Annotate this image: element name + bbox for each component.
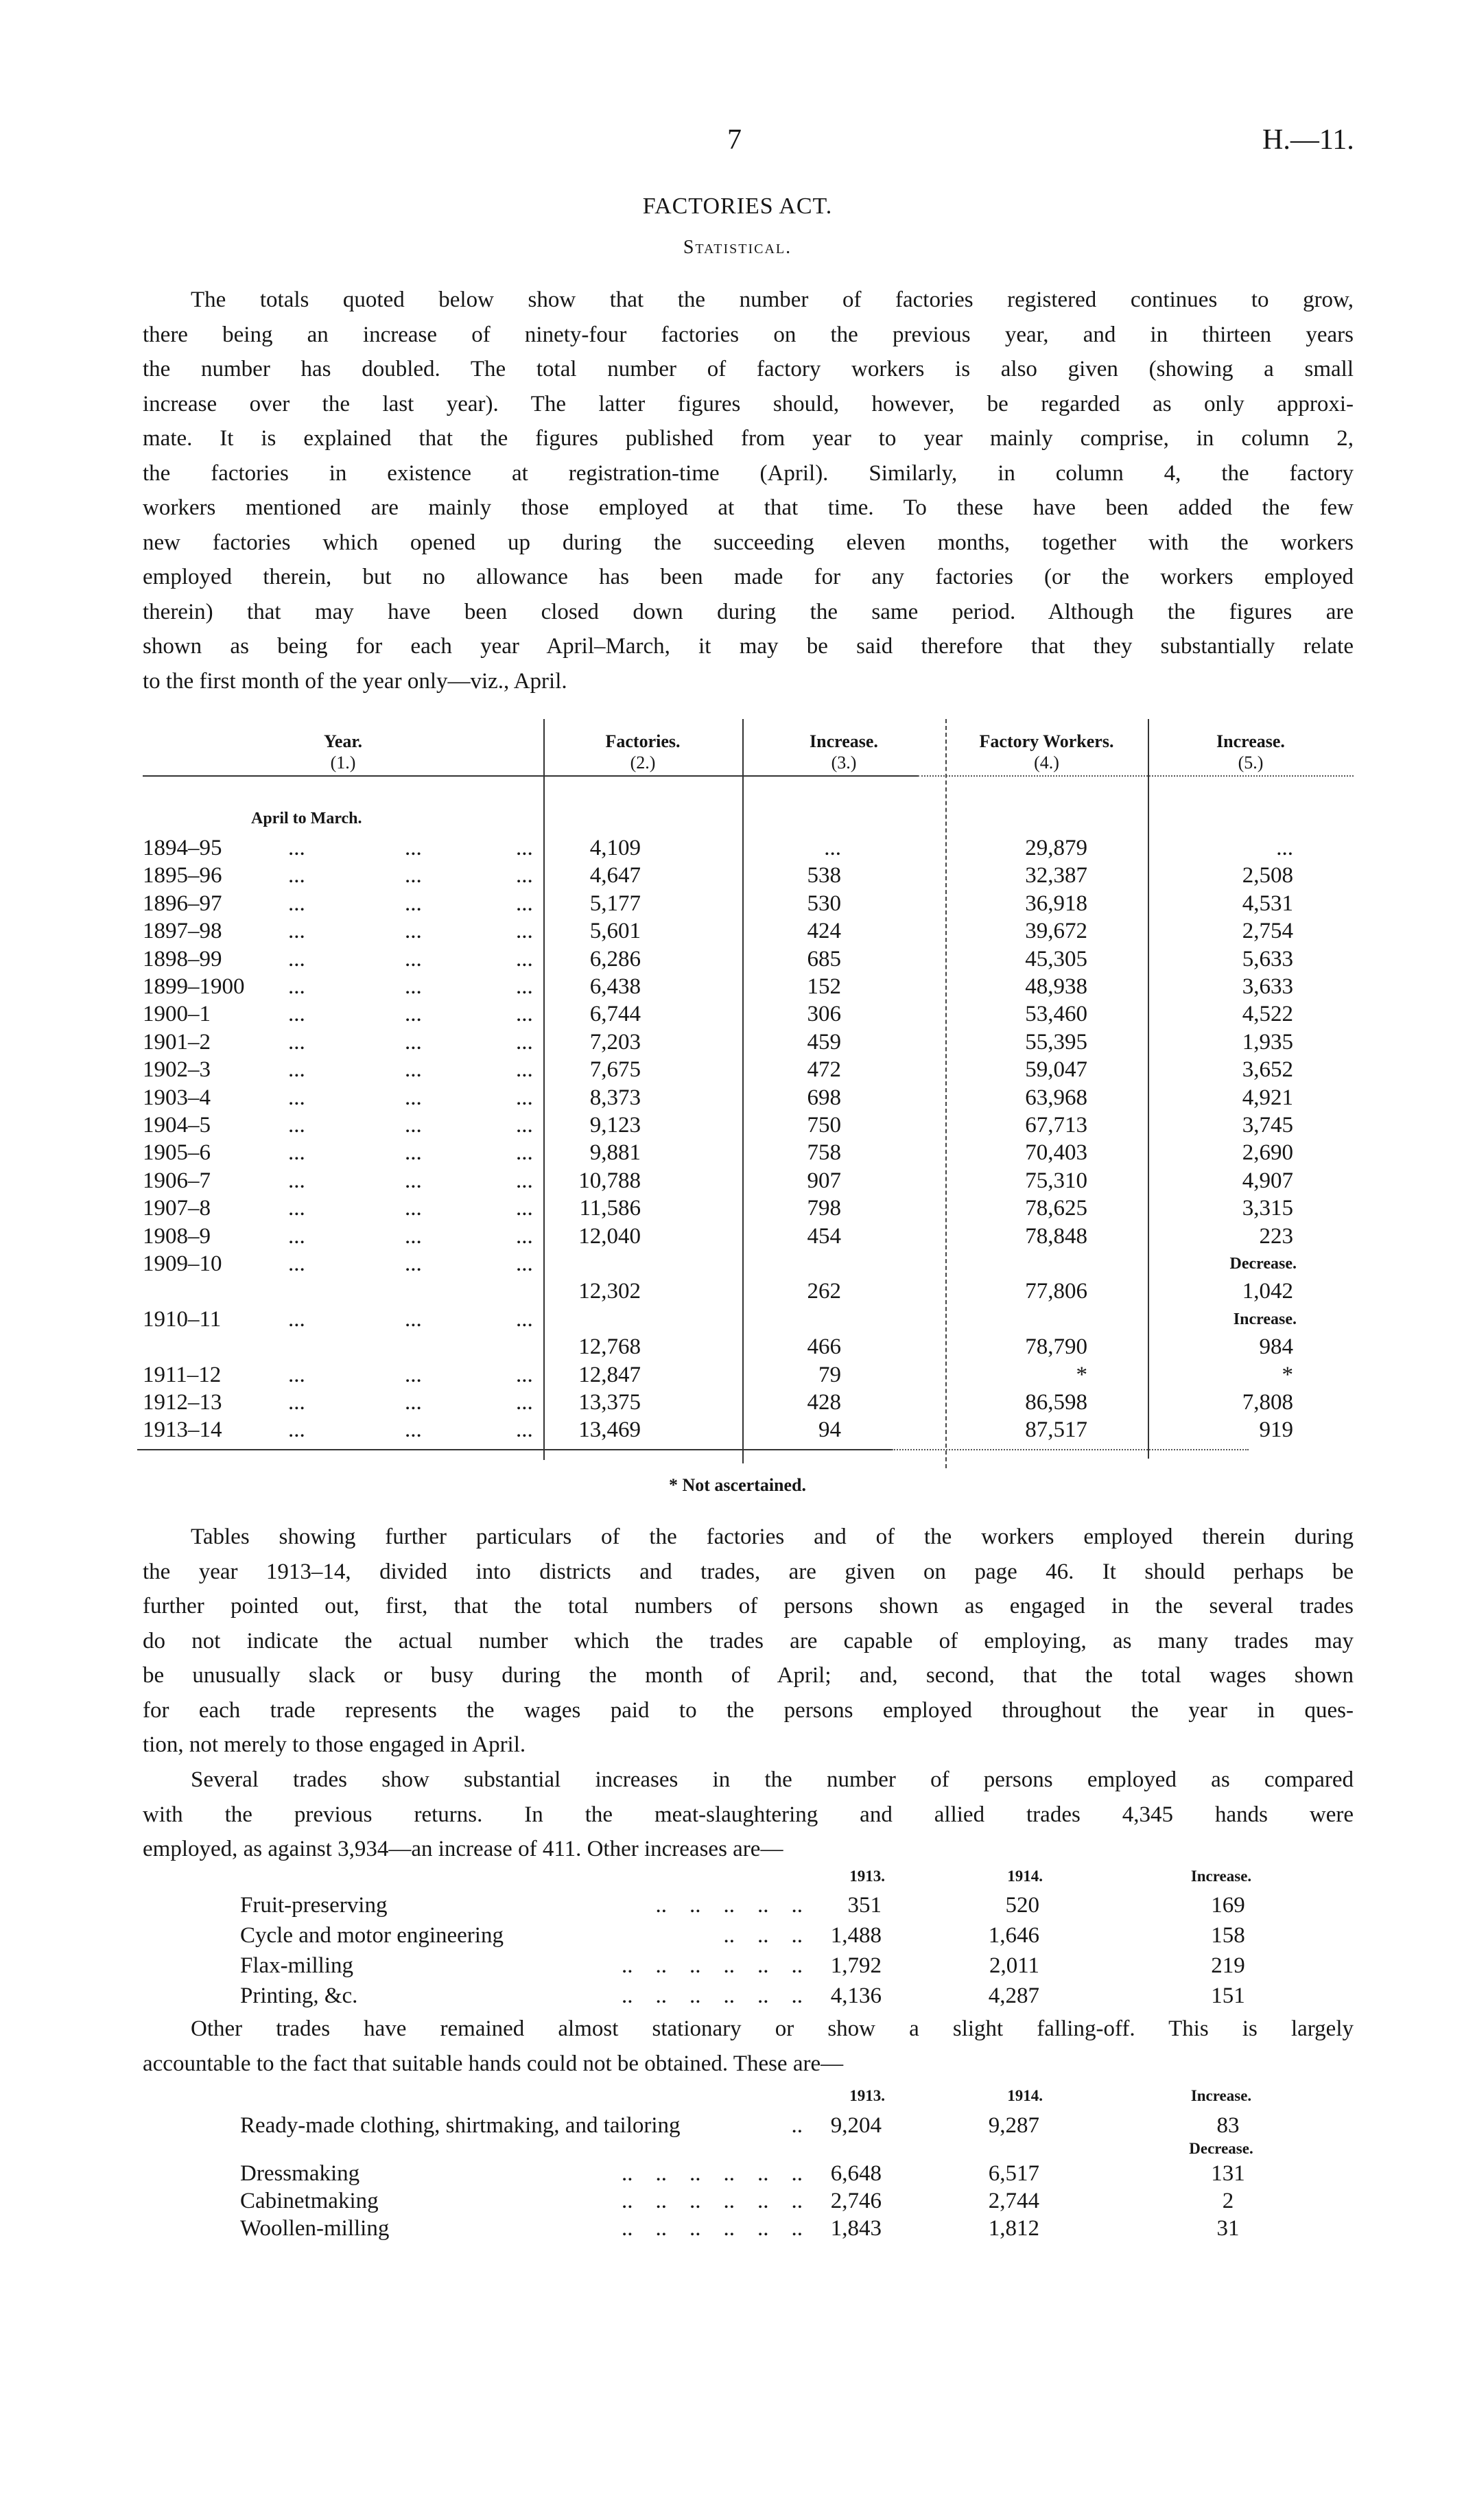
year-cell: 1898–99 (143, 946, 222, 972)
increase-cell: 262 (807, 1279, 841, 1304)
year-cell: 1905–6 (143, 1140, 211, 1166)
increase-cell: ... (824, 836, 841, 860)
leader-dots: ... (405, 1362, 422, 1387)
text-line: workers mentioned are mainly those employed at that time. To these have been added the few (143, 495, 1354, 520)
workers-cell: 55,395 (1025, 1029, 1087, 1055)
workers-change-cell: 3,745 (1242, 1113, 1293, 1138)
leader-dots: ... (405, 919, 422, 944)
workers-cell: 67,713 (1025, 1113, 1087, 1138)
leader-dots: ... (288, 863, 305, 888)
value-1914: 9,287 (988, 2113, 1039, 2138)
text-line: the year 1913–14, divided into districts and trades, are given on page 46. It should perhaps be (143, 1559, 1354, 1584)
factories-cell: 7,675 (589, 1057, 641, 1083)
text-line: be unusually slack or busy during the month of April; and, second, that the total wages shown (143, 1663, 1354, 1688)
leader-dots: ... (288, 1251, 305, 1276)
trade-row (240, 2187, 1338, 2215)
leader-dots: .. .. .. .. .. .. (622, 2189, 803, 2213)
value-1913: 351 (847, 1893, 882, 1918)
year-cell: 1909–10 (143, 1251, 222, 1276)
leader-dots: ... (516, 1362, 533, 1387)
leader-dots: .. .. .. (723, 1923, 803, 1948)
increase-cell: 94 (818, 1417, 841, 1443)
workers-change-cell: 2,690 (1242, 1140, 1293, 1166)
text-line: the number has doubled. The total number of factory workers is also given (showing a small (143, 357, 1354, 381)
factories-cell: 5,177 (589, 891, 641, 916)
leader-dots: ... (405, 946, 422, 972)
text-line: employed therein, but no allowance has been made for any factories (or the workers employed (143, 565, 1354, 589)
value-1913: 1,488 (830, 1923, 882, 1948)
leader-dots: ... (516, 1417, 533, 1443)
factories-cell: 12,768 (578, 1334, 641, 1360)
second-paragraph (143, 1520, 1354, 1763)
value-1914: 1,812 (988, 2216, 1039, 2241)
leader-dots: ... (405, 1168, 422, 1193)
change-value: 131 (1211, 2161, 1245, 2186)
value-1913: 9,204 (830, 2113, 882, 2138)
increase-cell: 152 (807, 974, 841, 999)
text-line: accountable to the fact that suitable hands could not be obtained. These are— (143, 2051, 844, 2076)
workers-cell: * (1076, 1362, 1087, 1387)
workers-change-cell: 4,522 (1242, 1002, 1293, 1027)
text-line: Other trades have remained almost stationary or show a slight falling-off. This is largely (191, 2016, 1354, 2041)
factories-cell: 7,203 (589, 1029, 641, 1055)
year-cell: 1913–14 (143, 1417, 222, 1443)
leader-dots: ... (516, 1057, 533, 1083)
leader-dots: ... (516, 863, 533, 888)
text-line: tion, not merely to those engaged in April. (143, 1732, 526, 1757)
trade-row (240, 1890, 1338, 1920)
column-number: (2.) (630, 753, 656, 773)
leader-dots: ... (405, 1085, 422, 1110)
leader-dots: ... (405, 1057, 422, 1083)
change-value: 158 (1211, 1923, 1245, 1948)
year-cell: 1897–98 (143, 919, 222, 944)
increase-cell: 428 (807, 1390, 841, 1415)
leader-dots: ... (405, 891, 422, 916)
trade-name: Dressmaking (240, 2161, 360, 2186)
leader-dots: ... (516, 1113, 533, 1138)
column-number: (1.) (330, 753, 356, 773)
leader-dots: ... (405, 1223, 422, 1249)
workers-cell: 78,848 (1025, 1223, 1087, 1249)
change-note: Increase. (1233, 1310, 1297, 1328)
text-line: to the first month of the year only—viz., April. (143, 668, 567, 694)
value-1913: 4,136 (830, 1983, 882, 2008)
leader-dots: ... (516, 1223, 533, 1249)
text-line: do not indicate the actual number which the trades are capable of employing, as many trades may (143, 1628, 1354, 1653)
section-subtitle: Statistical. (683, 237, 792, 258)
text-line: therein) that may have been closed down during the same period. Although the figures are (143, 599, 1354, 624)
leader-dots: .. .. .. .. .. .. (622, 2161, 803, 2186)
workers-cell: 39,672 (1025, 919, 1087, 944)
workers-change-cell: 3,315 (1242, 1196, 1293, 1221)
page-number: 7 (727, 124, 742, 156)
trade-row (240, 2112, 1338, 2139)
leader-dots: ... (405, 1417, 422, 1443)
trade-name: Fruit-preserving (240, 1893, 388, 1918)
workers-cell: 75,310 (1025, 1168, 1087, 1193)
factories-cell: 6,744 (589, 1002, 641, 1027)
change-value: 83 (1216, 2113, 1240, 2138)
year-cell: 1904–5 (143, 1113, 211, 1138)
leader-dots: ... (288, 1029, 305, 1055)
factories-cell: 12,847 (578, 1362, 641, 1387)
text-line: employed, as against 3,934—an increase of 411. Other increases are— (143, 1837, 783, 1861)
factories-cell: 6,438 (589, 974, 641, 999)
leader-dots: ... (516, 1140, 533, 1166)
column-header: 1913. (849, 1868, 885, 1885)
factories-cell: 6,286 (589, 946, 641, 972)
trade-row (240, 2215, 1338, 2242)
year-cell: 1912–13 (143, 1390, 222, 1415)
leader-dots: ... (405, 1196, 422, 1221)
leader-dots: ... (516, 1085, 533, 1110)
value-1914: 1,646 (988, 1923, 1039, 1948)
leader-dots: ... (405, 836, 422, 860)
leader-dots: ... (288, 1057, 305, 1083)
year-cell: 1900–1 (143, 1002, 211, 1027)
factories-cell: 12,040 (578, 1223, 641, 1249)
column-header: Increase. (1190, 2087, 1252, 2104)
workers-cell: 63,968 (1025, 1085, 1087, 1110)
leader-dots: ... (288, 1085, 305, 1110)
column-header: 1913. (849, 2087, 885, 2104)
increase-cell: 306 (807, 1002, 841, 1027)
value-1914: 4,287 (988, 1983, 1039, 2008)
intro-paragraph (143, 283, 1354, 698)
increase-cell: 466 (807, 1334, 841, 1360)
column-header: Increase. (1216, 731, 1285, 751)
year-cell: 1894–95 (143, 836, 222, 860)
factories-cell: 13,469 (578, 1417, 641, 1443)
change-value: 2 (1222, 2189, 1234, 2213)
workers-cell: 45,305 (1025, 946, 1087, 972)
text-line: there being an increase of ninety-four factories on the previous year, and in thirteen years (143, 322, 1354, 347)
increase-cell: 538 (807, 863, 841, 888)
increase-cell: 424 (807, 919, 841, 944)
leader-dots: ... (288, 891, 305, 916)
trade-row (240, 2160, 1338, 2187)
third-paragraph (143, 1763, 1354, 1867)
trade-name: Cabinetmaking (240, 2189, 379, 2213)
text-line: further pointed out, first, that the total numbers of persons shown as engaged in the several trades (143, 1594, 1354, 1618)
leader-dots: ... (405, 863, 422, 888)
workers-change-cell: 4,531 (1242, 891, 1293, 916)
header-rule (143, 775, 918, 777)
leader-dots: ... (516, 1196, 533, 1221)
leader-dots: .. .. .. .. .. .. (622, 1953, 803, 1978)
value-1913: 1,792 (830, 1953, 882, 1978)
workers-cell: 78,790 (1025, 1334, 1087, 1360)
leader-dots: ... (405, 1251, 422, 1276)
workers-cell: 87,517 (1025, 1417, 1087, 1443)
workers-change-cell: 5,633 (1242, 946, 1293, 972)
trade-name: Woollen-milling (240, 2216, 390, 2241)
year-cell: 1911–12 (143, 1362, 222, 1387)
leader-dots: ... (288, 1002, 305, 1027)
leader-dots: ... (516, 1306, 533, 1332)
leader-dots: ... (516, 1002, 533, 1027)
column-header: 1914. (1007, 2087, 1043, 2104)
increase-cell: 685 (807, 946, 841, 972)
fourth-paragraph (143, 2012, 1354, 2081)
leader-dots: ... (405, 1306, 422, 1332)
workers-cell: 36,918 (1025, 891, 1087, 916)
year-cell: 1899–1900 (143, 974, 245, 999)
section-title: FACTORIES ACT. (642, 193, 833, 219)
leader-dots: ... (288, 1390, 305, 1415)
workers-change-cell: 1,042 (1242, 1279, 1293, 1304)
workers-change-cell: 919 (1259, 1417, 1293, 1443)
increase-cell: 758 (807, 1140, 841, 1166)
workers-cell: 48,938 (1025, 974, 1087, 999)
leader-dots: ... (516, 1390, 533, 1415)
value-1914: 2,744 (988, 2189, 1039, 2213)
text-line: for each trade represents the wages paid to the persons employed throughout the year in ques- (143, 1697, 1354, 1723)
leader-dots: ... (405, 974, 422, 999)
leader-dots: ... (516, 946, 533, 972)
workers-cell: 29,879 (1025, 836, 1087, 860)
column-header: Factories. (605, 731, 681, 751)
column-header: Increase. (1190, 1868, 1252, 1885)
change-value: 219 (1211, 1953, 1245, 1978)
value-1913: 2,746 (830, 2189, 882, 2213)
value-1913: 6,648 (830, 2161, 882, 2186)
year-cell: 1903–4 (143, 1085, 211, 1110)
leader-dots: .. .. .. .. .. (655, 1893, 803, 1918)
change-note: Decrease. (1229, 1255, 1297, 1273)
leader-dots: ... (405, 1029, 422, 1055)
leader-dots: ... (516, 891, 533, 916)
increase-cell: 750 (807, 1113, 841, 1138)
factories-cell: 8,373 (589, 1085, 641, 1110)
increase-cell: 459 (807, 1029, 841, 1055)
value-1913: 1,843 (830, 2216, 882, 2241)
trade-row (240, 1981, 1338, 2011)
trade-name: Cycle and motor engineering (240, 1923, 504, 1948)
trade-name: Flax-milling (240, 1953, 353, 1978)
workers-change-cell: 3,633 (1242, 974, 1293, 999)
leader-dots: ... (288, 1223, 305, 1249)
change-value: 169 (1211, 1893, 1245, 1918)
leader-dots: ... (405, 1140, 422, 1166)
leader-dots: ... (516, 836, 533, 860)
workers-change-cell: 4,921 (1242, 1085, 1293, 1110)
leader-dots: ... (288, 919, 305, 944)
workers-cell: 86,598 (1025, 1390, 1087, 1415)
leader-dots: ... (288, 836, 305, 860)
text-line: with the previous returns. In the meat-slaughtering and allied trades 4,345 hands were (143, 1802, 1354, 1827)
leader-dots: ... (516, 1029, 533, 1055)
column-header: 1914. (1007, 1868, 1043, 1885)
change-value: 151 (1211, 1983, 1245, 2008)
text-line: Tables showing further particulars of the factories and of the workers employed therein during (191, 1524, 1354, 1549)
increase-cell: 798 (807, 1196, 841, 1221)
column-number: (5.) (1238, 753, 1264, 773)
workers-change-cell: 223 (1259, 1223, 1293, 1249)
year-cell: 1908–9 (143, 1223, 211, 1249)
value-1914: 6,517 (988, 2161, 1039, 2186)
increase-cell: 698 (807, 1085, 841, 1110)
leader-dots: ... (288, 946, 305, 972)
increase-cell: 454 (807, 1223, 841, 1249)
text-line: Several trades show substantial increases in the number of persons employed as compared (191, 1767, 1354, 1792)
leader-dots: ... (288, 1113, 305, 1138)
value-1914: 2,011 (989, 1953, 1039, 1978)
leader-dots: .. .. .. .. .. .. (622, 1983, 803, 2008)
column-number: (3.) (831, 753, 857, 773)
leader-dots: ... (516, 1251, 533, 1276)
text-line: the factories in existence at registration-time (April). Similarly, in column 4, the factory (143, 460, 1354, 486)
year-cell: 1907–8 (143, 1196, 211, 1221)
trade-row (240, 1920, 1338, 1951)
increase-cell: 79 (818, 1362, 841, 1387)
trade-name: Printing, &c. (240, 1983, 358, 2008)
column-header: Increase. (810, 731, 878, 751)
leader-dots: ... (288, 1306, 305, 1332)
workers-change-cell: * (1282, 1362, 1293, 1387)
leader-dots: ... (288, 1417, 305, 1443)
workers-cell: 77,806 (1025, 1279, 1087, 1304)
trade-name: Ready-made clothing, shirtmaking, and tailoring (240, 2113, 681, 2138)
factories-cell: 12,302 (578, 1279, 641, 1304)
workers-cell: 78,625 (1025, 1196, 1087, 1221)
workers-change-cell: 4,907 (1242, 1168, 1293, 1193)
text-line: increase over the last year). The latter figures should, however, be regarded as only approxi- (143, 391, 1354, 416)
workers-cell: 53,460 (1025, 1002, 1087, 1027)
trade-row (240, 1951, 1338, 1981)
value-1914: 520 (1005, 1893, 1039, 1918)
table-footnote: * Not ascertained. (668, 1475, 806, 1495)
workers-cell: 70,403 (1025, 1140, 1087, 1166)
leader-dots: ... (405, 1390, 422, 1415)
period-label: April to March. (251, 810, 362, 827)
leader-dots: ... (405, 1002, 422, 1027)
table-bottom-rule (892, 1449, 1249, 1450)
leader-dots: ... (516, 919, 533, 944)
header-rule (918, 775, 1354, 777)
increase-cell: 530 (807, 891, 841, 916)
factories-cell: 9,123 (589, 1113, 641, 1138)
column-number: (4.) (1034, 753, 1059, 773)
leader-dots: ... (516, 1168, 533, 1193)
year-cell: 1910–11 (143, 1306, 222, 1332)
factories-cell: 11,586 (579, 1196, 641, 1221)
increase-cell: 907 (807, 1168, 841, 1193)
change-note: Decrease. (1189, 2140, 1253, 2157)
factories-cell: 4,109 (589, 836, 641, 860)
workers-cell: 32,387 (1025, 863, 1087, 888)
year-cell: 1906–7 (143, 1168, 211, 1193)
factories-cell: 10,788 (578, 1168, 641, 1193)
leader-dots: .. (791, 2113, 803, 2138)
document-reference: H.—11. (1262, 124, 1354, 156)
factories-cell: 9,881 (589, 1140, 641, 1166)
text-line: mate. It is explained that the figures published from year to year mainly comprise, in column 2, (143, 426, 1354, 451)
year-cell: 1896–97 (143, 891, 222, 916)
factories-cell: 4,647 (589, 863, 641, 888)
text-line: The totals quoted below show that the number of factories registered continues to grow, (191, 287, 1354, 312)
year-cell: 1902–3 (143, 1057, 211, 1083)
leader-dots: ... (516, 974, 533, 999)
workers-change-cell: 1,935 (1242, 1029, 1293, 1055)
column-header: Factory Workers. (979, 731, 1114, 751)
leader-dots: ... (405, 1113, 422, 1138)
increase-cell: 472 (807, 1057, 841, 1083)
workers-change-cell: 984 (1259, 1334, 1293, 1360)
leader-dots: ... (288, 1196, 305, 1221)
year-cell: 1895–96 (143, 863, 222, 888)
factories-cell: 13,375 (578, 1390, 641, 1415)
workers-change-cell: 2,754 (1242, 919, 1293, 944)
workers-change-cell: 3,652 (1242, 1057, 1293, 1083)
workers-change-cell: 2,508 (1242, 863, 1293, 888)
factories-cell: 5,601 (589, 919, 641, 944)
year-cell: 1901–2 (143, 1029, 211, 1055)
leader-dots: ... (288, 974, 305, 999)
workers-cell: 59,047 (1025, 1057, 1087, 1083)
column-header: Year. (323, 731, 363, 751)
workers-change-cell: 7,808 (1242, 1390, 1293, 1415)
leader-dots: ... (288, 1168, 305, 1193)
workers-change-cell: ... (1276, 836, 1293, 860)
leader-dots: .. .. .. .. .. .. (622, 2216, 803, 2241)
change-value: 31 (1216, 2216, 1240, 2241)
text-line: new factories which opened up during the succeeding eleven months, together with the workers (143, 530, 1354, 555)
leader-dots: ... (288, 1362, 305, 1387)
table-bottom-rule (137, 1449, 892, 1450)
leader-dots: ... (288, 1140, 305, 1166)
text-line: shown as being for each year April–March, it may be said therefore that they substantially relate (143, 634, 1354, 659)
